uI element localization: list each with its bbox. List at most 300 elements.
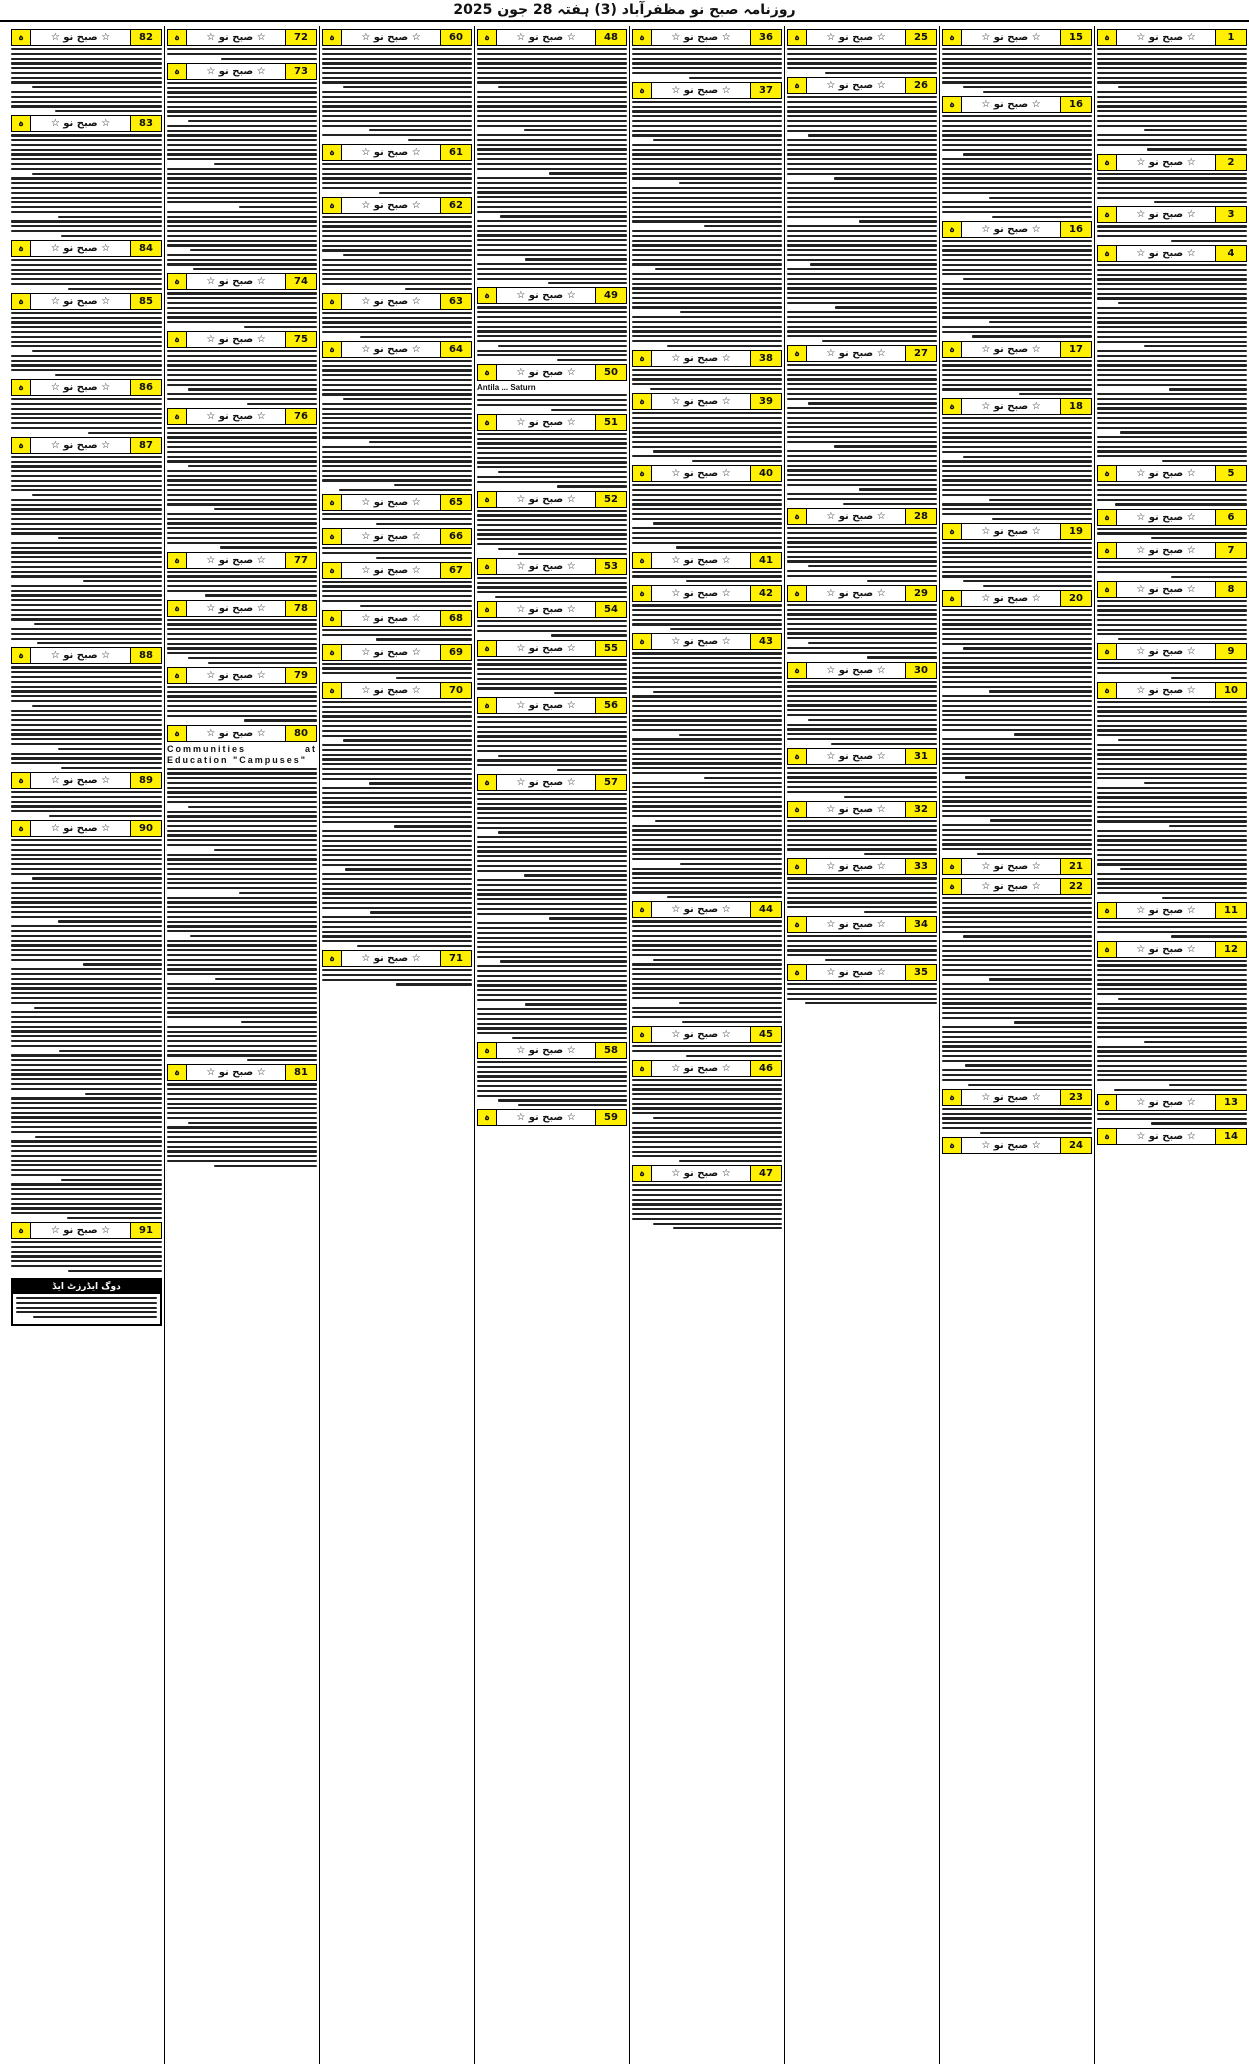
ad-mark-icon: ہ (943, 879, 962, 894)
text-line (11, 1164, 162, 1166)
text-line (322, 811, 472, 813)
text-line (632, 201, 782, 203)
text-line (942, 182, 1092, 184)
ad-mark-icon: ہ (943, 1090, 962, 1105)
text-line (942, 748, 1092, 750)
text-line (1097, 173, 1247, 175)
text-line (11, 177, 162, 179)
ad-header (11, 437, 162, 454)
text-line (1097, 1026, 1247, 1028)
text-line (477, 144, 627, 146)
text-line (942, 465, 1092, 467)
ad-number-badge: 16 (1060, 97, 1091, 112)
text-line (167, 787, 317, 789)
text-line (477, 989, 627, 991)
text-line (787, 474, 937, 476)
text-line (1097, 355, 1247, 357)
text-line (167, 901, 317, 903)
text-line (942, 614, 1092, 616)
text-line (1097, 91, 1247, 93)
classified-ad (322, 29, 472, 141)
text-line (167, 575, 317, 577)
ad-number-badge: 27 (905, 346, 936, 361)
text-line (11, 1265, 162, 1267)
text-line (11, 700, 162, 702)
text-line (1097, 820, 1247, 822)
text-line (167, 695, 317, 697)
text-line (190, 935, 318, 937)
text-line (322, 163, 472, 165)
text-line (1097, 412, 1247, 414)
classified-ad (167, 768, 317, 1062)
text-line (1097, 105, 1247, 107)
text-line (11, 312, 162, 314)
text-line (322, 221, 472, 223)
text-line (11, 470, 162, 472)
text-line (942, 907, 1092, 909)
text-line (632, 326, 782, 328)
text-line (477, 72, 627, 74)
text-line (477, 452, 627, 454)
text-line (942, 503, 1092, 505)
text-line (11, 192, 162, 194)
text-line (942, 259, 1092, 261)
ad-header (477, 491, 627, 508)
text-line (11, 58, 162, 60)
ad-header-label: ☆ صبح نو ☆ (516, 560, 576, 572)
text-line (167, 384, 317, 386)
ad-header (787, 748, 937, 765)
ad-number-badge: 65 (440, 495, 471, 510)
text-line (322, 715, 472, 717)
text-line (477, 1013, 627, 1015)
text-line (477, 793, 627, 795)
text-line (167, 321, 317, 323)
text-line (787, 681, 937, 683)
ad-header (11, 772, 162, 789)
ad-header-label: ☆ صبح نو ☆ (981, 32, 1041, 43)
text-line (32, 705, 162, 707)
text-line (632, 187, 782, 189)
text-line (167, 897, 317, 899)
text-line (680, 311, 782, 313)
ad-body-text (632, 1045, 782, 1057)
text-line (1097, 706, 1247, 708)
text-line (11, 968, 162, 970)
text-line (477, 683, 627, 685)
text-line (167, 1026, 317, 1028)
ad-header (942, 398, 1092, 415)
classified-ad (477, 414, 627, 488)
text-line (477, 980, 627, 982)
text-line (942, 173, 1092, 175)
ad-body-text (787, 527, 937, 582)
ad-number-badge: 80 (285, 726, 316, 741)
text-line (942, 307, 1092, 309)
text-line (1097, 600, 1247, 602)
text-line (787, 570, 937, 572)
text-line (11, 1251, 162, 1253)
text-line (11, 398, 162, 400)
ad-number-badge: 75 (285, 332, 316, 347)
text-line (322, 446, 472, 448)
text-line (11, 1241, 162, 1243)
text-line (322, 312, 472, 314)
ad-mark-icon: ہ (1098, 903, 1117, 918)
ad-header-label: ☆ صبح نو ☆ (1136, 646, 1196, 658)
text-line (322, 663, 472, 665)
text-line (11, 575, 162, 577)
text-line (787, 58, 937, 60)
classified-ad (942, 29, 1092, 93)
text-line (11, 796, 162, 798)
text-line (167, 633, 317, 635)
ad-number-badge: 41 (750, 553, 781, 568)
text-line (942, 1122, 1092, 1124)
text-line (632, 695, 782, 697)
ad-header (477, 414, 627, 431)
text-line (1097, 1031, 1247, 1033)
ad-header (11, 29, 162, 46)
text-line (11, 163, 162, 165)
ad-header-label: ☆ صبح نو ☆ (516, 777, 576, 789)
text-line (557, 769, 628, 771)
text-line (167, 254, 317, 256)
text-line (787, 825, 937, 827)
text-line (214, 1165, 318, 1167)
ad-header (322, 682, 472, 699)
text-line (1097, 120, 1247, 122)
text-line (498, 345, 627, 347)
text-line (632, 134, 782, 136)
ad-header (787, 662, 937, 679)
text-line (787, 163, 937, 165)
text-line (1097, 1074, 1247, 1076)
ad-mark-icon: ہ (12, 116, 31, 131)
text-line (787, 153, 937, 155)
ad-body-text (167, 686, 317, 722)
text-line (787, 700, 937, 702)
ad-header-label: ☆ صبح نو ☆ (1136, 943, 1196, 955)
text-line (1097, 393, 1247, 395)
text-line (1097, 609, 1247, 611)
text-line (322, 283, 472, 285)
ad-header (11, 820, 162, 837)
text-line (322, 701, 472, 703)
text-line (167, 374, 317, 376)
ad-header-label: ☆ صبح نو ☆ (50, 775, 111, 787)
ad-header-label: ☆ صبح نو ☆ (826, 750, 886, 762)
ad-number-badge: 85 (130, 294, 161, 309)
text-line (1097, 101, 1247, 103)
text-line (11, 77, 162, 79)
text-line (942, 206, 1092, 208)
text-line (477, 120, 627, 122)
ad-header-label: ☆ صبح نو ☆ (206, 602, 266, 614)
classified-ad (322, 610, 472, 641)
text-line (322, 888, 472, 890)
text-line (322, 547, 472, 549)
text-line (167, 158, 317, 160)
ad-number-badge: 39 (750, 394, 781, 409)
text-line (942, 959, 1092, 961)
text-line (787, 326, 937, 328)
text-line (167, 379, 317, 381)
text-line (787, 609, 937, 611)
text-line (632, 748, 782, 750)
text-line (11, 594, 162, 596)
text-line (787, 211, 937, 213)
text-line (477, 678, 627, 680)
text-line (477, 67, 627, 69)
ad-mark-icon: ہ (323, 645, 342, 660)
text-line (167, 940, 317, 942)
text-line (632, 667, 782, 669)
ad-header-label: ☆ صبح نو ☆ (1136, 248, 1196, 259)
ad-body-text (322, 663, 472, 680)
ad-body-text (11, 48, 162, 112)
text-line (360, 336, 473, 338)
text-line (322, 58, 472, 60)
text-line (167, 211, 317, 213)
text-line (11, 360, 162, 362)
text-line (632, 374, 782, 376)
text-line (322, 892, 472, 894)
ad-mark-icon: ہ (943, 222, 962, 237)
text-line (477, 822, 627, 824)
text-line (477, 827, 627, 829)
text-line (1097, 1046, 1247, 1048)
text-line (11, 854, 162, 856)
text-line (322, 735, 472, 737)
text-line (1147, 148, 1248, 150)
ad-header-label: ☆ صبح نو ☆ (981, 1139, 1041, 1151)
text-line (632, 263, 782, 265)
ad-body-text (477, 306, 627, 361)
ad-number-badge: 57 (595, 775, 626, 790)
ad-number-badge: 79 (285, 668, 316, 683)
text-line (1097, 293, 1247, 295)
ad-header-label: ☆ صبح نو ☆ (516, 290, 576, 302)
text-line (787, 848, 937, 850)
text-line (322, 921, 472, 923)
text-line (477, 807, 627, 809)
text-line (972, 335, 1092, 337)
text-line (477, 263, 627, 265)
text-line (787, 144, 937, 146)
ad-header-label: ☆ صبح نو ☆ (206, 32, 266, 43)
classified-ad (11, 379, 162, 434)
text-line (632, 609, 782, 611)
ad-header-label: ☆ صبح نو ☆ (206, 276, 266, 288)
text-line (1097, 350, 1247, 352)
text-line (167, 263, 317, 265)
ad-header (632, 29, 782, 46)
text-line (787, 954, 937, 956)
text-line (1097, 801, 1247, 803)
text-line (11, 230, 162, 232)
ad-header (632, 82, 782, 99)
text-line (11, 1255, 162, 1257)
classified-ad (477, 287, 627, 361)
ad-header (167, 1064, 317, 1081)
text-line (632, 815, 782, 817)
text-line (11, 887, 162, 889)
text-line (942, 211, 1092, 213)
text-line (787, 436, 937, 438)
ad-number-badge: 3 (1215, 207, 1246, 222)
text-line (810, 263, 938, 265)
text-line (322, 854, 472, 856)
text-line (167, 820, 317, 822)
ad-mark-icon: ہ (12, 30, 31, 45)
text-line (322, 974, 472, 976)
text-line (11, 259, 162, 261)
text-line (1097, 48, 1247, 50)
text-line (11, 1021, 162, 1023)
text-line (11, 321, 162, 323)
ad-number-badge: 88 (130, 648, 161, 663)
text-line (477, 148, 627, 150)
text-line (221, 58, 317, 60)
text-line (1097, 983, 1247, 985)
text-line (825, 959, 938, 961)
text-line (343, 254, 472, 256)
text-line (632, 724, 782, 726)
ad-header (167, 667, 317, 684)
ad-body-text (11, 134, 162, 237)
text-line (942, 436, 1092, 438)
ad-mark-icon: ہ (943, 1138, 962, 1153)
text-line (477, 1071, 627, 1073)
text-line (632, 1146, 782, 1148)
text-line (632, 240, 782, 242)
text-line (11, 269, 162, 271)
text-line (59, 1050, 162, 1052)
text-line (11, 67, 162, 69)
text-line (322, 773, 472, 775)
text-line (11, 633, 162, 635)
text-line (1097, 494, 1247, 496)
classified-ad (167, 667, 317, 722)
ad-number-badge: 81 (285, 1065, 316, 1080)
text-line (322, 408, 472, 410)
text-line (322, 278, 472, 280)
text-line (632, 715, 782, 717)
text-line (1144, 129, 1248, 131)
text-line (167, 811, 317, 813)
text-line (1097, 863, 1247, 865)
text-line (167, 479, 317, 481)
text-line (322, 365, 472, 367)
text-line (632, 805, 782, 807)
ad-body-text (787, 681, 937, 745)
ad-mark-icon: ہ (478, 559, 497, 574)
text-line (632, 1194, 782, 1196)
classified-ad (477, 1109, 627, 1126)
text-line (322, 730, 472, 732)
text-line (11, 413, 162, 415)
text-line (11, 762, 162, 764)
ad-body-text (167, 571, 317, 597)
ad-header-label: ☆ صبح نو ☆ (981, 223, 1041, 235)
text-line (67, 1217, 162, 1219)
text-line (963, 456, 1092, 458)
classified-ad (477, 1042, 627, 1106)
text-line (11, 892, 162, 894)
text-line (1097, 341, 1247, 343)
ad-header-label: ☆ صبح نو ☆ (516, 1112, 576, 1124)
text-line (787, 892, 937, 894)
ad-number-badge: 49 (595, 288, 626, 303)
text-line (11, 590, 162, 592)
classified-ad (11, 240, 162, 290)
ad-body-text (477, 1061, 627, 1106)
text-line (477, 447, 627, 449)
classified-ad (11, 820, 162, 1219)
text-line (322, 125, 472, 127)
text-line (167, 796, 317, 798)
text-line (1097, 758, 1247, 760)
ad-header (632, 1165, 782, 1182)
text-line (787, 498, 937, 500)
text-line (322, 134, 472, 136)
ad-number-badge: 11 (1215, 903, 1246, 918)
text-line (632, 978, 782, 980)
text-line (188, 120, 317, 122)
text-line (942, 969, 1092, 971)
text-line (167, 451, 317, 453)
text-line (167, 854, 317, 856)
ad-header (1097, 509, 1247, 526)
ad-number-badge: 73 (285, 64, 316, 79)
ad-number-badge: 43 (750, 634, 781, 649)
ad-header-label: ☆ صبح نو ☆ (981, 1091, 1041, 1103)
text-line (1097, 230, 1247, 232)
text-line (477, 1095, 627, 1097)
text-line (167, 1054, 317, 1056)
ad-mark-icon: ہ (478, 288, 497, 303)
text-line (632, 259, 782, 261)
text-line (632, 829, 782, 831)
text-line (942, 120, 1092, 122)
text-line (11, 336, 162, 338)
text-line (11, 666, 162, 668)
text-line (787, 877, 937, 879)
text-line (1097, 672, 1247, 674)
text-line (322, 552, 472, 554)
text-line (632, 992, 782, 994)
ad-header (787, 858, 937, 875)
text-line (787, 374, 937, 376)
text-line (369, 129, 473, 131)
ad-body-text (1097, 561, 1247, 578)
text-line (787, 187, 937, 189)
text-line (942, 566, 1092, 568)
text-line (632, 810, 782, 812)
text-line (37, 642, 162, 644)
text-line (942, 149, 1092, 151)
text-line (942, 609, 1092, 611)
text-line (477, 524, 627, 526)
ad-header-label: ☆ صبح نو ☆ (671, 352, 731, 364)
ad-mark-icon: ہ (633, 1061, 652, 1076)
text-line (167, 168, 317, 170)
text-line (477, 1066, 627, 1068)
ad-body-text (477, 577, 627, 598)
ad-mark-icon: ہ (943, 30, 962, 45)
ad-number-badge: 29 (905, 586, 936, 601)
